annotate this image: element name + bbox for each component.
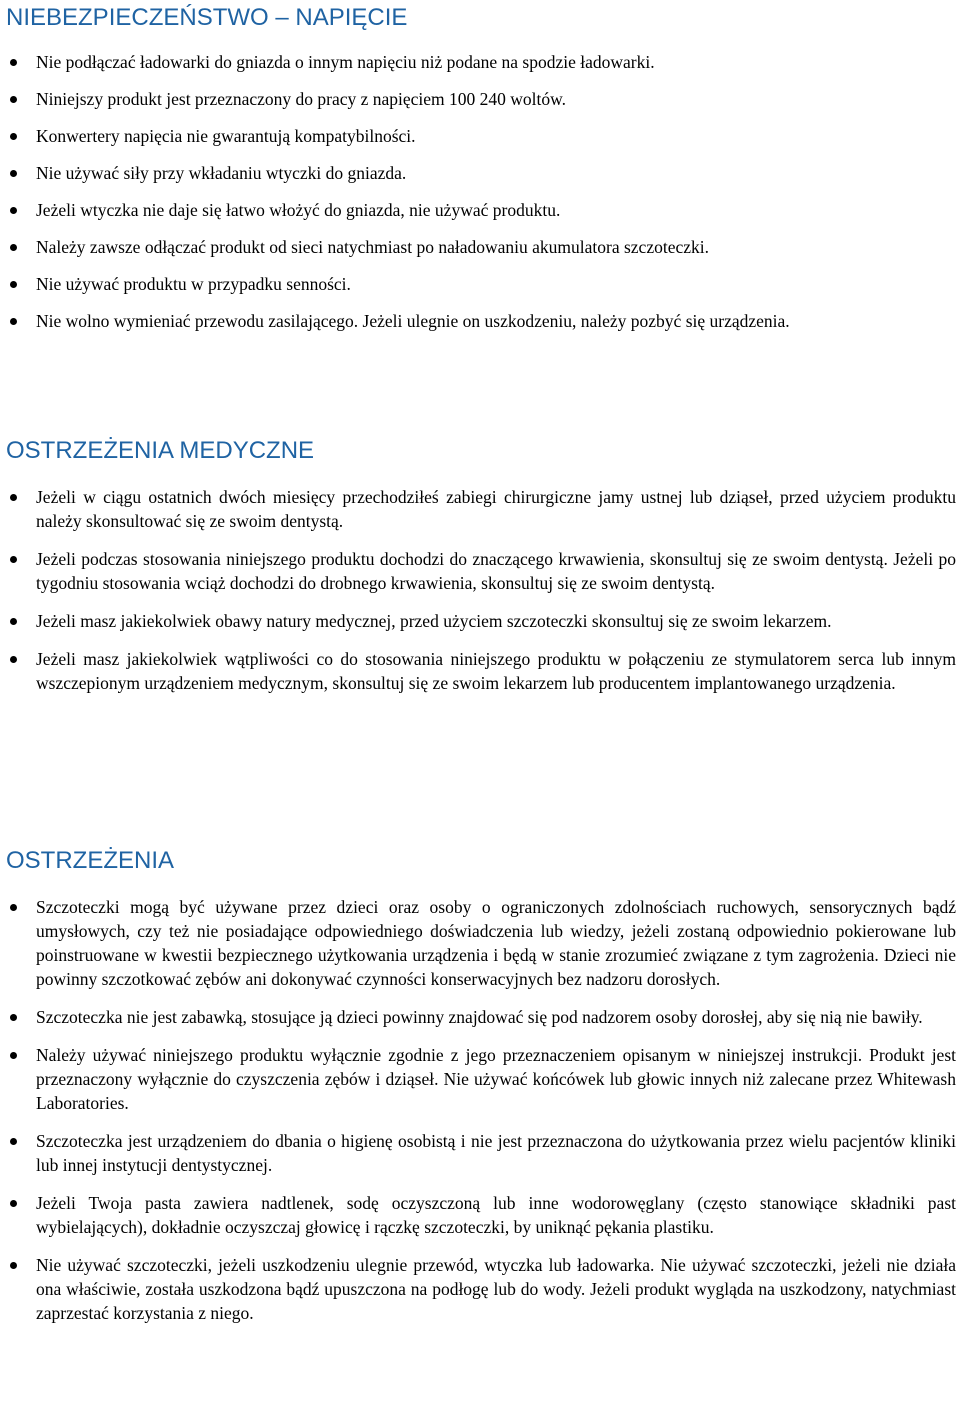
list-item: Nie podłączać ładowarki do gniazda o innym napięciu niż podane na spodzie ładowarki. <box>0 50 960 74</box>
voltage-danger-list <box>0 50 960 346</box>
medical-warnings-list <box>0 485 960 709</box>
bullet-icon <box>10 133 17 140</box>
list-item: Jeżeli w ciągu ostatnich dwóch miesięcy przechodziłeś zabiegi chirurgiczne jamy ustnej lub dziąseł, przed użyciem produktu należy skonsultować się ze swoim dentystą. <box>0 485 960 533</box>
bullet-icon <box>10 656 17 663</box>
list-item: Jeżeli masz jakiekolwiek wątpliwości co do stosowania niniejszego produktu w połączeniu ze stymulatorem serca lub innym wszczepionym urządzeniem medycznym, skonsultuj się ze swoim lekarzem lub producentem implantowanego urządzenia. <box>0 647 960 695</box>
bullet-icon <box>10 318 17 325</box>
list-item: Należy zawsze odłączać produkt od sieci natychmiast po naładowaniu akumulatora szczoteczki. <box>0 235 960 259</box>
warnings-list <box>0 895 960 1339</box>
list-item: Nie używać szczoteczki, jeżeli uszkodzeniu ulegnie przewód, wtyczka lub ładowarka. Nie używać szczoteczki, jeżeli nie działa ona właściwie, została uszkodzona bądź upuszczona na podłogę lub do wody. Jeżeli produkt wygląda na uszkodzony, natychmiast zaprzestać korzystania z niego. <box>0 1253 960 1325</box>
list-item: Szczoteczka jest urządzeniem do dbania o higienę osobistą i nie jest przeznaczona do użytkowania przez wielu pacjentów kliniki lub innej instytucji dentystycznej. <box>0 1129 960 1177</box>
bullet-icon <box>10 904 17 911</box>
list-item: Jeżeli masz jakiekolwiek obawy natury medycznej, przed użyciem szczoteczki skonsultuj się ze swoim lekarzem. <box>0 609 960 633</box>
list-item: Nie wolno wymieniać przewodu zasilającego. Jeżeli ulegnie on uszkodzeniu, należy pozbyć się urządzenia. <box>0 309 960 333</box>
bullet-icon <box>10 1200 17 1207</box>
list-item: Szczoteczki mogą być używane przez dzieci oraz osoby o ograniczonych zdolnościach ruchowych, sensorycznych bądź umysłowych, czy też nie posiadające odpowiedniego doświadczenia lub wiedzy, jeżeli zostaną odpowiednio pokierowane lub poinstruowane w kwestii bezpiecznego użytkowania urządzenia i będą w stanie zrozumieć związane z tym zagrożenia. Dzieci nie powinny szczotkować zębów ani dokonywać czynności konserwacyjnych bez nadzoru dorosłych. <box>0 895 960 991</box>
bullet-icon <box>10 556 17 563</box>
list-item: Niniejszy produkt jest przeznaczony do pracy z napięciem 100 240 woltów. <box>0 87 960 111</box>
section-heading-medical-warnings: OSTRZEŻENIA MEDYCZNE <box>6 437 315 464</box>
bullet-icon <box>10 96 17 103</box>
bullet-icon <box>10 59 17 66</box>
list-item: Nie używać produktu w przypadku senności. <box>0 272 960 296</box>
bullet-icon <box>10 1262 17 1269</box>
bullet-icon <box>10 281 17 288</box>
list-item: Szczoteczka nie jest zabawką, stosujące ją dzieci powinny znajdować się pod nadzorem osoby dorosłej, aby się nią nie bawiły. <box>0 1005 960 1029</box>
section-heading-warnings: OSTRZEŻENIA <box>6 847 175 874</box>
list-item: Nie używać siły przy wkładaniu wtyczki do gniazda. <box>0 161 960 185</box>
bullet-icon <box>10 244 17 251</box>
bullet-icon <box>10 1052 17 1059</box>
bullet-icon <box>10 1138 17 1145</box>
bullet-icon <box>10 618 17 625</box>
bullet-icon <box>10 1014 17 1021</box>
list-item: Należy używać niniejszego produktu wyłącznie zgodnie z jego przeznaczeniem opisanym w niniejszej instrukcji. Produkt jest przeznaczony wyłącznie do czyszczenia zębów i dziąseł. Nie używać końcówek lub głowic innych niż zalecane przez Whitewash Laboratories. <box>0 1043 960 1115</box>
list-item: Konwertery napięcia nie gwarantują kompatybilności. <box>0 124 960 148</box>
bullet-icon <box>10 170 17 177</box>
bullet-icon <box>10 207 17 214</box>
bullet-icon <box>10 494 17 501</box>
list-item: Jeżeli podczas stosowania niniejszego produktu dochodzi do znaczącego krwawienia, skonsultuj się ze swoim dentystą. Jeżeli po tygodniu stosowania wciąż dochodzi do drobnego krwawienia, skonsultuj się ze swoim dentystą. <box>0 547 960 595</box>
section-heading-voltage-danger: NIEBEZPIECZEŃSTWO – NAPIĘCIE <box>6 4 408 31</box>
list-item: Jeżeli wtyczka nie daje się łatwo włożyć do gniazda, nie używać produktu. <box>0 198 960 222</box>
list-item: Jeżeli Twoja pasta zawiera nadtlenek, sodę oczyszczoną lub inne wodorowęglany (często stanowiące składniki past wybielających), dokładnie oczyszczaj głowicę i rączkę szczoteczki, by uniknąć pękania plastiku. <box>0 1191 960 1239</box>
